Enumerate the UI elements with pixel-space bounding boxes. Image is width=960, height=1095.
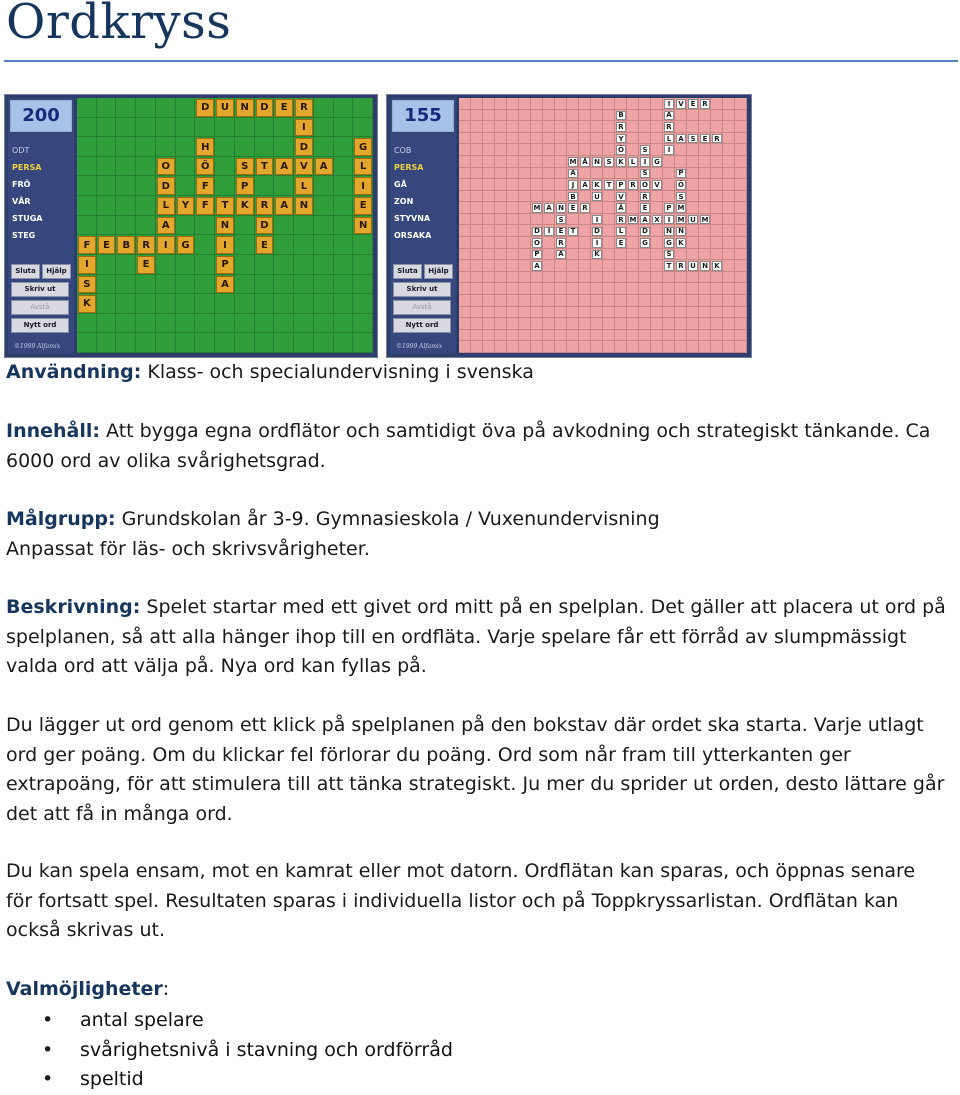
letter-tile[interactable]: I bbox=[354, 177, 372, 195]
letter-tile[interactable]: F bbox=[196, 197, 214, 215]
letter-tile[interactable]: I bbox=[640, 157, 650, 167]
letter-tile[interactable]: R bbox=[628, 180, 638, 190]
letter-tile[interactable]: F bbox=[78, 236, 96, 254]
letter-tile[interactable]: R bbox=[712, 134, 722, 144]
letter-tile[interactable]: V bbox=[652, 180, 662, 190]
letter-tile[interactable]: O bbox=[640, 180, 650, 190]
letter-tile[interactable]: N bbox=[295, 197, 313, 215]
section-valmojligheter bbox=[6, 975, 946, 1005]
button-row-top bbox=[11, 264, 71, 279]
letter-tile[interactable]: V bbox=[295, 158, 313, 176]
letter-tile[interactable]: D bbox=[532, 227, 542, 237]
letter-tile[interactable]: A bbox=[216, 276, 234, 294]
letter-tile[interactable]: S bbox=[664, 250, 674, 260]
letter-tile[interactable]: U bbox=[592, 192, 602, 202]
letter-tile[interactable]: A bbox=[556, 250, 566, 260]
letter-tile[interactable]: E bbox=[354, 197, 372, 215]
letter-tile[interactable]: S bbox=[78, 276, 96, 294]
letter-tile[interactable]: R bbox=[256, 197, 274, 215]
letter-tile[interactable]: R bbox=[295, 99, 313, 117]
letter-tile[interactable]: Ö bbox=[616, 145, 626, 155]
letter-tile[interactable]: H bbox=[196, 138, 214, 156]
letter-tile[interactable]: A bbox=[157, 217, 175, 235]
letter-tile[interactable]: L bbox=[628, 157, 638, 167]
panel-button[interactable]: Nytt ord bbox=[393, 318, 451, 333]
letter-tile[interactable]: A bbox=[275, 197, 293, 215]
letter-tile[interactable]: I bbox=[544, 227, 554, 237]
score-display: 200 bbox=[10, 100, 72, 132]
section-label: Användning: bbox=[6, 361, 142, 383]
letter-tile[interactable]: M bbox=[701, 215, 709, 224]
letter-tile[interactable]: V bbox=[676, 99, 686, 109]
copyright-text: ©1999 Alfamix bbox=[14, 343, 61, 350]
letter-tile[interactable]: Ö bbox=[676, 180, 686, 190]
letter-tile[interactable]: T bbox=[256, 158, 274, 176]
panel-button[interactable]: Sluta bbox=[11, 264, 40, 279]
word-list-item[interactable]: PERSA bbox=[12, 163, 42, 172]
letter-tile[interactable]: P bbox=[676, 169, 686, 179]
letter-tile[interactable]: P bbox=[236, 177, 254, 195]
section-anvandning bbox=[6, 358, 946, 388]
letter-tile[interactable]: N bbox=[592, 157, 602, 167]
letter-tile[interactable]: B bbox=[568, 192, 578, 202]
letter-tile[interactable]: S bbox=[688, 134, 698, 144]
letter-tile[interactable]: K bbox=[592, 180, 602, 190]
button-column bbox=[393, 282, 451, 333]
word-list-item[interactable]: ODT bbox=[12, 146, 30, 155]
letter-tile[interactable]: D bbox=[640, 227, 650, 237]
letter-tile[interactable]: E bbox=[556, 227, 566, 237]
letter-tile[interactable]: K bbox=[676, 238, 686, 248]
letter-tile[interactable]: I bbox=[592, 215, 602, 225]
letter-tile[interactable]: I bbox=[664, 215, 674, 225]
letter-tile[interactable]: E bbox=[275, 99, 293, 117]
paragraph-play-instructions bbox=[6, 711, 946, 829]
letter-tile[interactable]: A bbox=[640, 215, 650, 225]
letter-tile[interactable]: D bbox=[295, 138, 313, 156]
word-list bbox=[12, 142, 70, 244]
letter-tile[interactable]: E bbox=[616, 238, 626, 248]
letter-tile[interactable]: S bbox=[640, 145, 650, 155]
letter-tile[interactable]: U bbox=[216, 99, 234, 117]
letter-tile[interactable]: U bbox=[688, 261, 698, 271]
letter-tile[interactable]: E bbox=[568, 203, 578, 213]
letter-tile[interactable]: S bbox=[676, 192, 686, 202]
letter-tile[interactable]: M bbox=[677, 215, 685, 224]
letter-tile[interactable]: D bbox=[592, 227, 602, 237]
section-text: Anpassat för läs- och skrivsvårigheter. bbox=[6, 537, 370, 560]
copyright-text: ©1999 Alfamix bbox=[396, 343, 443, 350]
options-list bbox=[0, 1006, 453, 1095]
letter-tile[interactable]: Å bbox=[580, 157, 590, 167]
letter-tile[interactable]: T bbox=[216, 197, 234, 215]
letter-tile[interactable]: M bbox=[677, 204, 685, 213]
letter-tile[interactable]: G bbox=[640, 238, 650, 248]
section-text: Du kan spela ensam, mot en kamrat eller mot datorn. Ordflätan kan sparas, och öppnas senare för fortsatt spel. Resultaten sparas i individuella listor och på Toppkryssarlistan. Ordflätan kan också skrivas ut. bbox=[6, 860, 916, 941]
game-screenshot-2 bbox=[386, 94, 752, 358]
letter-tile[interactable]: K bbox=[236, 197, 254, 215]
panel-button[interactable]: Nytt ord bbox=[11, 318, 69, 333]
options-list-item: • speltid bbox=[0, 1065, 453, 1095]
letter-tile[interactable]: R bbox=[556, 238, 566, 248]
panel-button: Avstå bbox=[393, 300, 451, 315]
letter-tile[interactable]: A bbox=[275, 158, 293, 176]
letter-tile[interactable]: I bbox=[78, 256, 96, 274]
side-panel bbox=[8, 98, 74, 354]
section-beskrivning bbox=[6, 593, 946, 682]
letter-tile[interactable]: L bbox=[664, 134, 674, 144]
options-list-item: • svårighetsnivå i stavning och ordförråd bbox=[0, 1036, 453, 1066]
button-row-top bbox=[393, 264, 453, 279]
letter-tile[interactable]: S bbox=[556, 215, 566, 225]
game-board[interactable] bbox=[77, 98, 373, 353]
letter-tile[interactable]: P bbox=[616, 180, 626, 190]
letter-tile[interactable]: K bbox=[616, 157, 626, 167]
section-text: Grundskolan år 3-9. Gymnasieskola / Vuxenundervisning bbox=[115, 508, 660, 530]
letter-tile[interactable]: L bbox=[354, 158, 372, 176]
letter-tile[interactable]: N bbox=[354, 217, 372, 235]
letter-tile[interactable]: R bbox=[676, 261, 686, 271]
word-list-item[interactable]: ORSAKA bbox=[394, 231, 432, 240]
letter-tile[interactable]: N bbox=[556, 203, 566, 213]
letter-tile[interactable]: N bbox=[236, 99, 254, 117]
section-innehall bbox=[6, 417, 946, 476]
page-title: Ordkryss bbox=[6, 0, 232, 50]
letter-tile[interactable]: Ö bbox=[196, 158, 214, 176]
options-list-item: • antal spelare bbox=[0, 1006, 453, 1036]
letter-tile[interactable]: T bbox=[568, 227, 578, 237]
section-malgrupp bbox=[6, 505, 946, 564]
letter-tile[interactable]: D bbox=[256, 99, 274, 117]
panel-button[interactable]: Skriv ut bbox=[393, 282, 451, 297]
letter-tile[interactable]: P bbox=[664, 203, 674, 213]
side-panel bbox=[390, 98, 456, 354]
label-colon: : bbox=[162, 978, 170, 1000]
letter-tile[interactable]: A bbox=[315, 158, 333, 176]
letter-tile[interactable]: M bbox=[533, 204, 541, 213]
letter-tile[interactable]: V bbox=[616, 192, 626, 202]
letter-tile[interactable]: I bbox=[295, 119, 313, 137]
section-label: Beskrivning: bbox=[6, 596, 141, 618]
letter-tile[interactable]: P bbox=[532, 250, 542, 260]
letter-tile[interactable]: R bbox=[664, 122, 674, 132]
letter-tile[interactable]: G bbox=[177, 236, 195, 254]
letter-tile[interactable]: I bbox=[216, 236, 234, 254]
panel-button[interactable]: Skriv ut bbox=[11, 282, 69, 297]
letter-tile[interactable]: G bbox=[354, 138, 372, 156]
letter-tile[interactable]: T bbox=[604, 180, 614, 190]
letter-tile[interactable]: A bbox=[532, 261, 542, 271]
letter-tile[interactable]: R bbox=[137, 236, 155, 254]
section-label: Målgrupp: bbox=[6, 508, 116, 530]
letter-tile[interactable]: L bbox=[295, 177, 313, 195]
letter-tile[interactable]: I bbox=[592, 238, 602, 248]
letter-tile[interactable]: K bbox=[712, 261, 722, 271]
letter-tile[interactable]: R bbox=[700, 99, 710, 109]
section-text: Att bygga egna ordflätor och samtidigt öva på avkodning och strategiskt tänkande. Ca 6000 ord av olika svårighetsgrad. bbox=[6, 420, 931, 472]
word-list-item[interactable]: STUGA bbox=[12, 214, 43, 223]
panel-button[interactable]: Hjälp bbox=[424, 264, 453, 279]
letter-tile[interactable]: O bbox=[157, 158, 175, 176]
letter-tile[interactable]: B bbox=[117, 236, 135, 254]
section-text: Du lägger ut ord genom ett klick på spelplanen på den bokstav där ordet ska starta. Varje utlagt ord ger poäng. Om du klickar fel förlorar du poäng. Ord som når fram till ytterkanten ger extrapoäng, för att stimulera till att tänka strategiskt. Ju mer du sprider ut orden, desto lättare går det att få in många ord. bbox=[6, 714, 945, 825]
letter-tile[interactable]: D bbox=[196, 99, 214, 117]
letter-tile[interactable]: D bbox=[157, 177, 175, 195]
letter-tile[interactable]: R bbox=[616, 122, 626, 132]
letter-tile[interactable]: N bbox=[700, 261, 710, 271]
letter-tile[interactable]: Y bbox=[616, 134, 626, 144]
letter-tile[interactable]: N bbox=[216, 217, 234, 235]
panel-button[interactable]: Hjälp bbox=[42, 264, 71, 279]
word-list-item[interactable]: COB bbox=[394, 146, 412, 155]
letter-tile[interactable]: M bbox=[569, 157, 577, 166]
letter-tile[interactable]: A bbox=[664, 111, 674, 121]
letter-tile[interactable]: R bbox=[640, 192, 650, 202]
letter-tile[interactable]: U bbox=[688, 215, 698, 225]
letter-tile[interactable]: G bbox=[664, 238, 674, 248]
letter-tile[interactable]: O bbox=[532, 238, 542, 248]
word-list-item[interactable]: FRÖ bbox=[12, 180, 31, 189]
letter-tile[interactable]: S bbox=[236, 158, 254, 176]
section-label: Innehåll: bbox=[6, 420, 100, 442]
letter-tile[interactable]: L bbox=[157, 197, 175, 215]
panel-button: Avstå bbox=[11, 300, 69, 315]
letter-tile[interactable]: F bbox=[196, 177, 214, 195]
letter-tile[interactable]: M bbox=[629, 215, 637, 224]
letter-tile[interactable]: J bbox=[568, 180, 578, 190]
letter-tile[interactable]: Ä bbox=[616, 203, 626, 213]
letter-tile[interactable]: N bbox=[676, 227, 686, 237]
letter-tile[interactable]: E bbox=[137, 256, 155, 274]
letter-tile[interactable]: E bbox=[98, 236, 116, 254]
title-underline bbox=[4, 60, 958, 62]
letter-tile[interactable]: E bbox=[688, 99, 698, 109]
section-label: Valmöjligheter bbox=[6, 978, 163, 1000]
letter-tile[interactable]: X bbox=[652, 215, 662, 225]
button-column bbox=[11, 282, 69, 333]
letter-tile[interactable]: A bbox=[676, 134, 686, 144]
letter-tile[interactable]: L bbox=[616, 227, 626, 237]
letter-tile[interactable]: Y bbox=[177, 197, 195, 215]
word-list-item[interactable]: STEG bbox=[12, 231, 36, 240]
paragraph-play-modes bbox=[6, 857, 946, 946]
word-list-item[interactable]: ZON bbox=[394, 197, 414, 206]
letter-tile[interactable]: A bbox=[580, 180, 590, 190]
letter-tile[interactable]: S bbox=[640, 169, 650, 179]
letter-tile[interactable]: A bbox=[568, 169, 578, 179]
letter-tile[interactable]: R bbox=[580, 203, 590, 213]
letter-tile[interactable]: I bbox=[664, 145, 674, 155]
word-list bbox=[394, 142, 452, 244]
game-screenshot-1 bbox=[4, 94, 378, 358]
section-text: Spelet startar med ett givet ord mitt på en spelplan. Det gäller att placera ut ord på spelplanen, så att alla hänger ihop till en ordfläta. Varje spelare får ett förråd av slumpmässigt valda ord att välja på. Nya ord kan fyllas på. bbox=[6, 596, 946, 677]
letter-tile[interactable]: I bbox=[157, 236, 175, 254]
letter-tile[interactable]: N bbox=[664, 227, 674, 237]
letter-tile[interactable]: I bbox=[664, 99, 674, 109]
letter-tile[interactable]: A bbox=[544, 203, 554, 213]
word-list-item[interactable]: PERSA bbox=[394, 163, 424, 172]
section-text: Klass- och specialundervisning i svenska bbox=[141, 361, 534, 383]
letter-tile[interactable]: R bbox=[616, 215, 626, 225]
letter-tile[interactable]: K bbox=[592, 250, 602, 260]
letter-tile[interactable]: E bbox=[640, 203, 650, 213]
letter-tile[interactable]: K bbox=[78, 295, 96, 313]
letter-tile[interactable]: S bbox=[604, 157, 614, 167]
game-board[interactable] bbox=[459, 98, 747, 353]
score-display: 155 bbox=[392, 100, 454, 132]
letter-tile[interactable]: T bbox=[664, 261, 674, 271]
letter-tile[interactable]: E bbox=[256, 236, 274, 254]
panel-button[interactable]: Sluta bbox=[393, 264, 422, 279]
letter-tile[interactable]: B bbox=[616, 111, 626, 121]
letter-tile[interactable]: G bbox=[652, 157, 662, 167]
letter-tile[interactable]: P bbox=[216, 256, 234, 274]
word-list-item[interactable]: VÅR bbox=[12, 197, 31, 206]
letter-tile[interactable]: E bbox=[700, 134, 710, 144]
word-list-item[interactable]: GÅ bbox=[394, 180, 407, 189]
word-list-item[interactable]: STYVNA bbox=[394, 214, 431, 223]
letter-tile[interactable]: D bbox=[256, 217, 274, 235]
